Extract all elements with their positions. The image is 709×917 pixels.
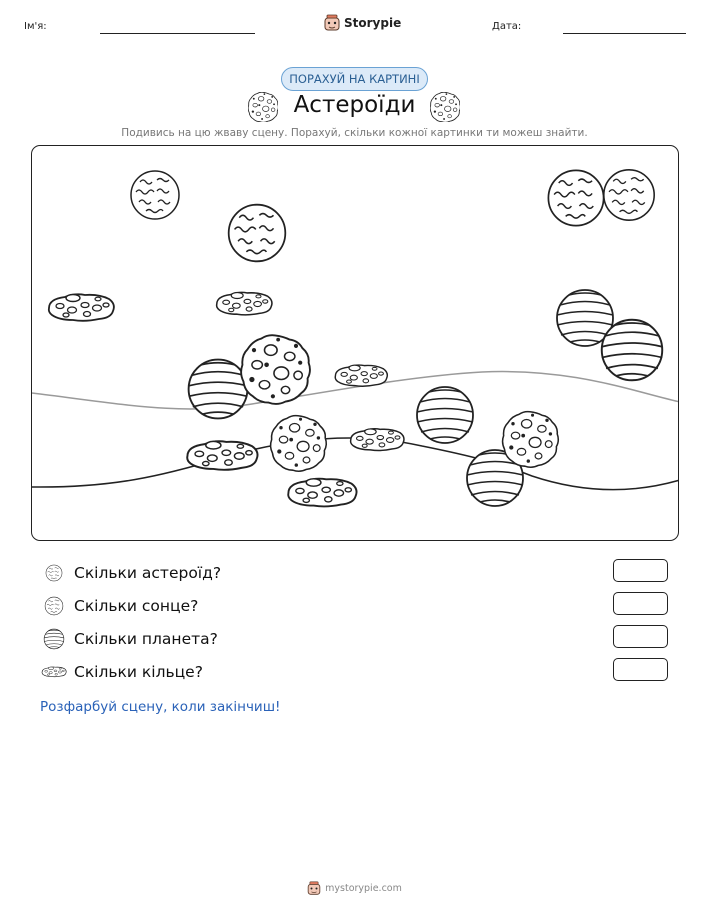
name-field-line[interactable] — [100, 33, 255, 34]
question-text: Скільки сонце? — [74, 597, 199, 615]
ring-icon — [187, 441, 257, 470]
sun-icon — [604, 170, 654, 220]
mascot-icon — [307, 881, 321, 896]
planet-icon — [41, 626, 67, 652]
asteroid-icon — [271, 416, 327, 472]
asteroid-icon — [241, 335, 310, 404]
date-field-line[interactable] — [563, 33, 686, 34]
ring-icon — [351, 429, 404, 451]
sun-icon — [131, 171, 179, 219]
answer-box-asteroid[interactable] — [613, 559, 668, 582]
answer-box-planet[interactable] — [613, 625, 668, 648]
question-ring — [41, 659, 203, 685]
asteroid-icon — [41, 560, 67, 586]
page-title: Астероїди — [293, 92, 416, 118]
activity-tag: ПОРАХУЙ НА КАРТИНІ — [281, 67, 428, 91]
brand-logo — [324, 14, 401, 32]
ring-icon — [41, 659, 67, 685]
title-asteroid-icon-right — [430, 92, 460, 122]
sun-icon — [548, 170, 603, 225]
planet-icon — [417, 387, 473, 443]
answer-box-ring[interactable] — [613, 658, 668, 681]
sun-icon — [41, 593, 67, 619]
question-planet — [41, 626, 218, 652]
question-sun — [41, 593, 198, 619]
ring-icon — [49, 294, 114, 320]
question-asteroid — [41, 560, 221, 586]
ring-icon — [217, 292, 272, 314]
instructions: Подивись на цю жваву сцену. Порахуй, скільки кожної картинки ти можеш знайти. — [121, 127, 588, 139]
question-text: Скільки планета? — [74, 630, 218, 648]
planet-icon — [602, 320, 662, 380]
asteroid-icon — [503, 412, 559, 468]
question-text: Скільки астероїд? — [74, 564, 222, 582]
footer — [0, 881, 709, 896]
name-label: Ім'я: — [24, 21, 47, 32]
answer-box-sun[interactable] — [613, 592, 668, 615]
ring-icon — [288, 479, 356, 507]
question-text: Скільки кільце? — [74, 663, 203, 681]
mascot-icon — [324, 14, 340, 32]
footer-site[interactable]: mystorypie.com — [325, 883, 402, 894]
planet-icon — [189, 360, 248, 419]
counting-scene — [31, 145, 679, 541]
ring-icon — [335, 365, 387, 386]
scene-illustration — [32, 146, 679, 541]
sun-icon — [229, 205, 286, 262]
color-instruction: Розфарбуй сцену, коли закінчиш! — [40, 699, 281, 715]
brand-name: Storypie — [344, 16, 402, 30]
date-label: Дата: — [492, 21, 522, 32]
